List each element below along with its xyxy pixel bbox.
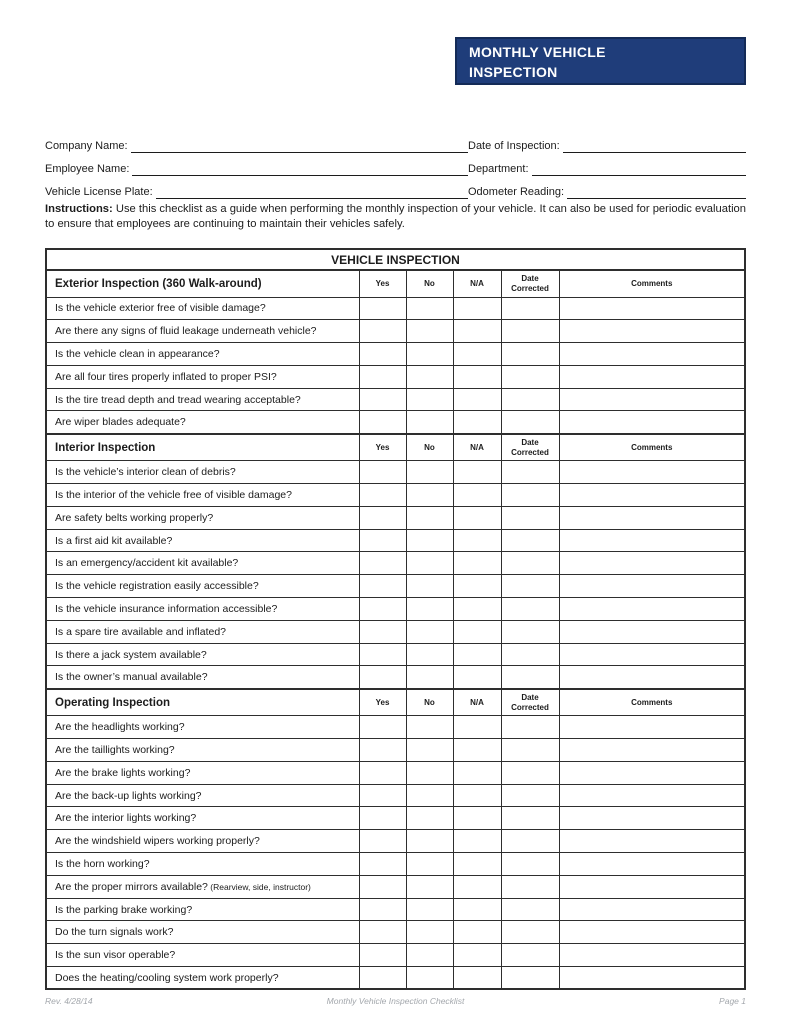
question-main-text: Are there any signs of fluid leakage underneath vehicle? bbox=[55, 325, 317, 338]
na-cell[interactable] bbox=[453, 716, 501, 739]
no-cell[interactable] bbox=[406, 484, 453, 507]
question-text bbox=[46, 784, 359, 807]
comments-cell[interactable] bbox=[559, 484, 745, 507]
column-header-no: No bbox=[406, 689, 453, 716]
employee-name-input-line[interactable] bbox=[132, 161, 468, 176]
date-corrected-cell[interactable] bbox=[501, 807, 559, 830]
section-header-row bbox=[46, 689, 745, 716]
question-main-text: Is the vehicle’s interior clean of debris? bbox=[55, 466, 236, 479]
no-cell[interactable] bbox=[406, 552, 453, 575]
question-row bbox=[46, 461, 745, 484]
question-note-text: (Rearview, side, instructor) bbox=[207, 881, 311, 892]
column-header-yes: Yes bbox=[359, 270, 406, 297]
question-main-text: Are the interior lights working? bbox=[55, 812, 197, 825]
na-cell[interactable] bbox=[453, 461, 501, 484]
comments-cell[interactable] bbox=[559, 784, 745, 807]
company-name-field bbox=[45, 138, 468, 153]
column-header-yes: Yes bbox=[359, 689, 406, 716]
date-of-inspection-label: Date of Inspection: bbox=[468, 140, 560, 152]
na-cell[interactable] bbox=[453, 967, 501, 990]
no-cell[interactable] bbox=[406, 898, 453, 921]
yes-cell[interactable] bbox=[359, 461, 406, 484]
no-cell[interactable] bbox=[406, 461, 453, 484]
na-cell[interactable] bbox=[453, 575, 501, 598]
question-main-text: Is a spare tire available and inflated? bbox=[55, 625, 227, 638]
na-cell[interactable] bbox=[453, 643, 501, 666]
company-name-label: Company Name: bbox=[45, 140, 128, 152]
question-row bbox=[46, 388, 745, 411]
yes-cell[interactable] bbox=[359, 575, 406, 598]
no-cell[interactable] bbox=[406, 598, 453, 621]
comments-cell[interactable] bbox=[559, 666, 745, 689]
question-row bbox=[46, 716, 745, 739]
date-corrected-cell[interactable] bbox=[501, 875, 559, 898]
no-cell[interactable] bbox=[406, 716, 453, 739]
question-row bbox=[46, 666, 745, 689]
question-text bbox=[46, 875, 359, 898]
inspection-table-body bbox=[46, 249, 745, 989]
department-field bbox=[468, 161, 746, 176]
no-cell[interactable] bbox=[406, 739, 453, 762]
question-text bbox=[46, 484, 359, 507]
no-cell[interactable] bbox=[406, 411, 453, 434]
no-cell[interactable] bbox=[406, 944, 453, 967]
column-header-date-corrected: Date Corrected bbox=[501, 434, 559, 461]
column-header-na: N/A bbox=[453, 434, 501, 461]
question-row bbox=[46, 297, 745, 320]
na-cell[interactable] bbox=[453, 761, 501, 784]
yes-cell[interactable] bbox=[359, 875, 406, 898]
column-header-comments: Comments bbox=[559, 689, 745, 716]
yes-cell[interactable] bbox=[359, 784, 406, 807]
footer-doc-title: Monthly Vehicle Inspection Checklist bbox=[326, 996, 465, 1006]
question-main-text: Are the proper mirrors available? bbox=[55, 880, 208, 893]
department-input-line[interactable] bbox=[532, 161, 746, 176]
question-main-text: Are all four tires properly inflated to proper PSI? bbox=[55, 370, 277, 383]
page-footer bbox=[45, 996, 746, 1006]
no-cell[interactable] bbox=[406, 320, 453, 343]
date-corrected-cell[interactable] bbox=[501, 853, 559, 876]
question-text bbox=[46, 944, 359, 967]
company-name-input-line[interactable] bbox=[131, 138, 468, 153]
odometer-reading-field bbox=[468, 184, 746, 199]
question-main-text: Is the tire tread depth and tread wearing acceptable? bbox=[55, 393, 301, 406]
no-cell[interactable] bbox=[406, 506, 453, 529]
section-name: Operating Inspection bbox=[46, 689, 359, 716]
na-cell[interactable] bbox=[453, 552, 501, 575]
date-corrected-cell[interactable] bbox=[501, 506, 559, 529]
question-text bbox=[46, 461, 359, 484]
department-label: Department: bbox=[468, 163, 529, 175]
date-corrected-cell[interactable] bbox=[501, 898, 559, 921]
question-text bbox=[46, 575, 359, 598]
question-row bbox=[46, 411, 745, 434]
field-row-company-name bbox=[45, 130, 746, 153]
section-name: Exterior Inspection (360 Walk-around) bbox=[46, 270, 359, 297]
comments-cell[interactable] bbox=[559, 761, 745, 784]
yes-cell[interactable] bbox=[359, 388, 406, 411]
no-cell[interactable] bbox=[406, 921, 453, 944]
comments-cell[interactable] bbox=[559, 853, 745, 876]
comments-cell[interactable] bbox=[559, 388, 745, 411]
column-header-no: No bbox=[406, 434, 453, 461]
date-corrected-cell[interactable] bbox=[501, 761, 559, 784]
question-main-text: Is the parking brake working? bbox=[55, 903, 193, 916]
no-cell[interactable] bbox=[406, 575, 453, 598]
comments-cell[interactable] bbox=[559, 967, 745, 990]
question-text bbox=[46, 388, 359, 411]
question-main-text: Is a first aid kit available? bbox=[55, 534, 173, 547]
na-cell[interactable] bbox=[453, 620, 501, 643]
comments-cell[interactable] bbox=[559, 620, 745, 643]
na-cell[interactable] bbox=[453, 830, 501, 853]
date-corrected-cell[interactable] bbox=[501, 411, 559, 434]
comments-cell[interactable] bbox=[559, 343, 745, 366]
na-cell[interactable] bbox=[453, 921, 501, 944]
odometer-reading-input-line[interactable] bbox=[567, 184, 746, 199]
question-row bbox=[46, 875, 745, 898]
na-cell[interactable] bbox=[453, 506, 501, 529]
comments-cell[interactable] bbox=[559, 739, 745, 762]
column-header-na: N/A bbox=[453, 270, 501, 297]
instructions-paragraph bbox=[45, 202, 746, 231]
na-cell[interactable] bbox=[453, 388, 501, 411]
yes-cell[interactable] bbox=[359, 967, 406, 990]
no-cell[interactable] bbox=[406, 643, 453, 666]
question-text bbox=[46, 365, 359, 388]
question-main-text: Is the vehicle insurance information accessible? bbox=[55, 602, 278, 615]
date-corrected-cell[interactable] bbox=[501, 739, 559, 762]
no-cell[interactable] bbox=[406, 875, 453, 898]
date-corrected-cell[interactable] bbox=[501, 461, 559, 484]
na-cell[interactable] bbox=[453, 320, 501, 343]
date-corrected-cell[interactable] bbox=[501, 575, 559, 598]
question-text bbox=[46, 643, 359, 666]
question-main-text: Is the vehicle registration easily accessible? bbox=[55, 580, 259, 593]
no-cell[interactable] bbox=[406, 529, 453, 552]
question-text bbox=[46, 807, 359, 830]
comments-cell[interactable] bbox=[559, 506, 745, 529]
question-row bbox=[46, 365, 745, 388]
question-main-text: Are the headlights working? bbox=[55, 721, 185, 734]
date-corrected-cell[interactable] bbox=[501, 967, 559, 990]
yes-cell[interactable] bbox=[359, 807, 406, 830]
question-main-text: Is there a jack system available? bbox=[55, 648, 207, 661]
question-row bbox=[46, 853, 745, 876]
comments-cell[interactable] bbox=[559, 830, 745, 853]
question-text bbox=[46, 666, 359, 689]
employee-name-field bbox=[45, 161, 468, 176]
question-text bbox=[46, 297, 359, 320]
date-corrected-cell[interactable] bbox=[501, 620, 559, 643]
question-text bbox=[46, 620, 359, 643]
yes-cell[interactable] bbox=[359, 320, 406, 343]
question-text bbox=[46, 320, 359, 343]
question-text bbox=[46, 411, 359, 434]
vehicle-license-plate-field bbox=[45, 184, 468, 199]
no-cell[interactable] bbox=[406, 830, 453, 853]
question-text bbox=[46, 739, 359, 762]
na-cell[interactable] bbox=[453, 807, 501, 830]
question-main-text: Are the brake lights working? bbox=[55, 766, 191, 779]
date-corrected-cell[interactable] bbox=[501, 388, 559, 411]
column-header-yes: Yes bbox=[359, 434, 406, 461]
na-cell[interactable] bbox=[453, 411, 501, 434]
no-cell[interactable] bbox=[406, 365, 453, 388]
question-row bbox=[46, 506, 745, 529]
yes-cell[interactable] bbox=[359, 411, 406, 434]
question-row bbox=[46, 575, 745, 598]
yes-cell[interactable] bbox=[359, 830, 406, 853]
section-header-row bbox=[46, 270, 745, 297]
question-text bbox=[46, 853, 359, 876]
question-main-text: Are the windshield wipers working properly? bbox=[55, 835, 260, 848]
yes-cell[interactable] bbox=[359, 365, 406, 388]
question-main-text: Is the interior of the vehicle free of visible damage? bbox=[55, 488, 292, 501]
yes-cell[interactable] bbox=[359, 716, 406, 739]
date-corrected-cell[interactable] bbox=[501, 529, 559, 552]
date-of-inspection-input-line[interactable] bbox=[563, 138, 746, 153]
question-text bbox=[46, 598, 359, 621]
column-header-na: N/A bbox=[453, 689, 501, 716]
question-text bbox=[46, 552, 359, 575]
question-row bbox=[46, 807, 745, 830]
no-cell[interactable] bbox=[406, 784, 453, 807]
na-cell[interactable] bbox=[453, 853, 501, 876]
na-cell[interactable] bbox=[453, 484, 501, 507]
question-text bbox=[46, 898, 359, 921]
question-row bbox=[46, 598, 745, 621]
na-cell[interactable] bbox=[453, 343, 501, 366]
date-corrected-cell[interactable] bbox=[501, 320, 559, 343]
question-row bbox=[46, 552, 745, 575]
comments-cell[interactable] bbox=[559, 716, 745, 739]
yes-cell[interactable] bbox=[359, 620, 406, 643]
comments-cell[interactable] bbox=[559, 921, 745, 944]
table-title: VEHICLE INSPECTION bbox=[46, 249, 745, 270]
field-row-employee-name bbox=[45, 153, 746, 176]
yes-cell[interactable] bbox=[359, 739, 406, 762]
question-row bbox=[46, 967, 745, 990]
employee-name-label: Employee Name: bbox=[45, 163, 130, 175]
form-fields bbox=[45, 130, 746, 199]
question-text bbox=[46, 343, 359, 366]
question-main-text: Is the vehicle exterior free of visible damage? bbox=[55, 302, 266, 315]
no-cell[interactable] bbox=[406, 666, 453, 689]
question-row bbox=[46, 830, 745, 853]
vehicle-license-plate-label: Vehicle License Plate: bbox=[45, 186, 153, 198]
no-cell[interactable] bbox=[406, 388, 453, 411]
question-main-text: Are safety belts working properly? bbox=[55, 511, 214, 524]
question-main-text: Is an emergency/accident kit available? bbox=[55, 557, 239, 570]
na-cell[interactable] bbox=[453, 598, 501, 621]
comments-cell[interactable] bbox=[559, 598, 745, 621]
no-cell[interactable] bbox=[406, 343, 453, 366]
column-header-comments: Comments bbox=[559, 270, 745, 297]
date-corrected-cell[interactable] bbox=[501, 297, 559, 320]
comments-cell[interactable] bbox=[559, 365, 745, 388]
na-cell[interactable] bbox=[453, 365, 501, 388]
question-main-text: Are the back-up lights working? bbox=[55, 789, 202, 802]
question-row bbox=[46, 784, 745, 807]
instructions-label: Instructions: bbox=[45, 203, 113, 215]
question-row bbox=[46, 761, 745, 784]
yes-cell[interactable] bbox=[359, 297, 406, 320]
vehicle-license-plate-input-line[interactable] bbox=[156, 184, 468, 199]
na-cell[interactable] bbox=[453, 297, 501, 320]
question-row bbox=[46, 620, 745, 643]
yes-cell[interactable] bbox=[359, 944, 406, 967]
question-text bbox=[46, 761, 359, 784]
field-row-vehicle-license-plate bbox=[45, 176, 746, 199]
na-cell[interactable] bbox=[453, 898, 501, 921]
question-row bbox=[46, 529, 745, 552]
comments-cell[interactable] bbox=[559, 297, 745, 320]
yes-cell[interactable] bbox=[359, 666, 406, 689]
no-cell[interactable] bbox=[406, 807, 453, 830]
date-corrected-cell[interactable] bbox=[501, 343, 559, 366]
date-corrected-cell[interactable] bbox=[501, 643, 559, 666]
no-cell[interactable] bbox=[406, 297, 453, 320]
date-corrected-cell[interactable] bbox=[501, 598, 559, 621]
na-cell[interactable] bbox=[453, 944, 501, 967]
question-main-text: Is the owner’s manual available? bbox=[55, 671, 208, 684]
question-row bbox=[46, 898, 745, 921]
date-corrected-cell[interactable] bbox=[501, 784, 559, 807]
column-header-date-corrected: Date Corrected bbox=[501, 270, 559, 297]
inspection-table bbox=[45, 248, 746, 990]
question-text bbox=[46, 506, 359, 529]
question-row bbox=[46, 944, 745, 967]
table-title-row bbox=[46, 249, 745, 270]
document-title-line1: MONTHLY VEHICLE bbox=[469, 44, 606, 60]
question-main-text: Are the taillights working? bbox=[55, 743, 175, 756]
question-text bbox=[46, 529, 359, 552]
section-header-row bbox=[46, 434, 745, 461]
no-cell[interactable] bbox=[406, 620, 453, 643]
na-cell[interactable] bbox=[453, 784, 501, 807]
date-corrected-cell[interactable] bbox=[501, 666, 559, 689]
comments-cell[interactable] bbox=[559, 411, 745, 434]
yes-cell[interactable] bbox=[359, 898, 406, 921]
question-row bbox=[46, 921, 745, 944]
odometer-reading-label: Odometer Reading: bbox=[468, 186, 564, 198]
na-cell[interactable] bbox=[453, 739, 501, 762]
date-corrected-cell[interactable] bbox=[501, 552, 559, 575]
yes-cell[interactable] bbox=[359, 506, 406, 529]
column-header-no: No bbox=[406, 270, 453, 297]
na-cell[interactable] bbox=[453, 529, 501, 552]
no-cell[interactable] bbox=[406, 761, 453, 784]
yes-cell[interactable] bbox=[359, 853, 406, 876]
no-cell[interactable] bbox=[406, 853, 453, 876]
yes-cell[interactable] bbox=[359, 643, 406, 666]
comments-cell[interactable] bbox=[559, 552, 745, 575]
question-main-text: Is the horn working? bbox=[55, 857, 150, 870]
yes-cell[interactable] bbox=[359, 552, 406, 575]
yes-cell[interactable] bbox=[359, 921, 406, 944]
section-name: Interior Inspection bbox=[46, 434, 359, 461]
date-of-inspection-field bbox=[468, 138, 746, 153]
footer-page-number: Page 1 bbox=[719, 996, 746, 1006]
date-corrected-cell[interactable] bbox=[501, 716, 559, 739]
na-cell[interactable] bbox=[453, 666, 501, 689]
comments-cell[interactable] bbox=[559, 529, 745, 552]
na-cell[interactable] bbox=[453, 875, 501, 898]
no-cell[interactable] bbox=[406, 967, 453, 990]
comments-cell[interactable] bbox=[559, 461, 745, 484]
question-text bbox=[46, 716, 359, 739]
comments-cell[interactable] bbox=[559, 875, 745, 898]
question-main-text: Is the vehicle clean in appearance? bbox=[55, 347, 220, 360]
question-text bbox=[46, 967, 359, 990]
question-main-text: Do the turn signals work? bbox=[55, 926, 174, 939]
column-header-date-corrected: Date Corrected bbox=[501, 689, 559, 716]
comments-cell[interactable] bbox=[559, 575, 745, 598]
document-title-banner bbox=[455, 37, 746, 85]
yes-cell[interactable] bbox=[359, 484, 406, 507]
instructions-text: Use this checklist as a guide when performing the monthly inspection of your vehicle. It can also be used for periodic evaluation to ensure that employees are continuing to maintain their vehicles safely. bbox=[45, 203, 746, 230]
question-row bbox=[46, 343, 745, 366]
comments-cell[interactable] bbox=[559, 898, 745, 921]
yes-cell[interactable] bbox=[359, 598, 406, 621]
yes-cell[interactable] bbox=[359, 343, 406, 366]
comments-cell[interactable] bbox=[559, 643, 745, 666]
question-text bbox=[46, 830, 359, 853]
question-row bbox=[46, 643, 745, 666]
date-corrected-cell[interactable] bbox=[501, 830, 559, 853]
yes-cell[interactable] bbox=[359, 529, 406, 552]
question-row bbox=[46, 739, 745, 762]
question-row bbox=[46, 320, 745, 343]
question-main-text: Is the sun visor operable? bbox=[55, 949, 176, 962]
column-header-comments: Comments bbox=[559, 434, 745, 461]
date-corrected-cell[interactable] bbox=[501, 921, 559, 944]
comments-cell[interactable] bbox=[559, 807, 745, 830]
document-title-line2: INSPECTION bbox=[469, 64, 558, 81]
question-main-text: Are wiper blades adequate? bbox=[55, 416, 186, 429]
question-main-text: Does the heating/cooling system work properly? bbox=[55, 971, 279, 984]
date-corrected-cell[interactable] bbox=[501, 944, 559, 967]
comments-cell[interactable] bbox=[559, 944, 745, 967]
yes-cell[interactable] bbox=[359, 761, 406, 784]
question-text bbox=[46, 921, 359, 944]
date-corrected-cell[interactable] bbox=[501, 365, 559, 388]
footer-revision: Rev. 4/28/14 bbox=[45, 996, 93, 1006]
date-corrected-cell[interactable] bbox=[501, 484, 559, 507]
comments-cell[interactable] bbox=[559, 320, 745, 343]
question-row bbox=[46, 484, 745, 507]
